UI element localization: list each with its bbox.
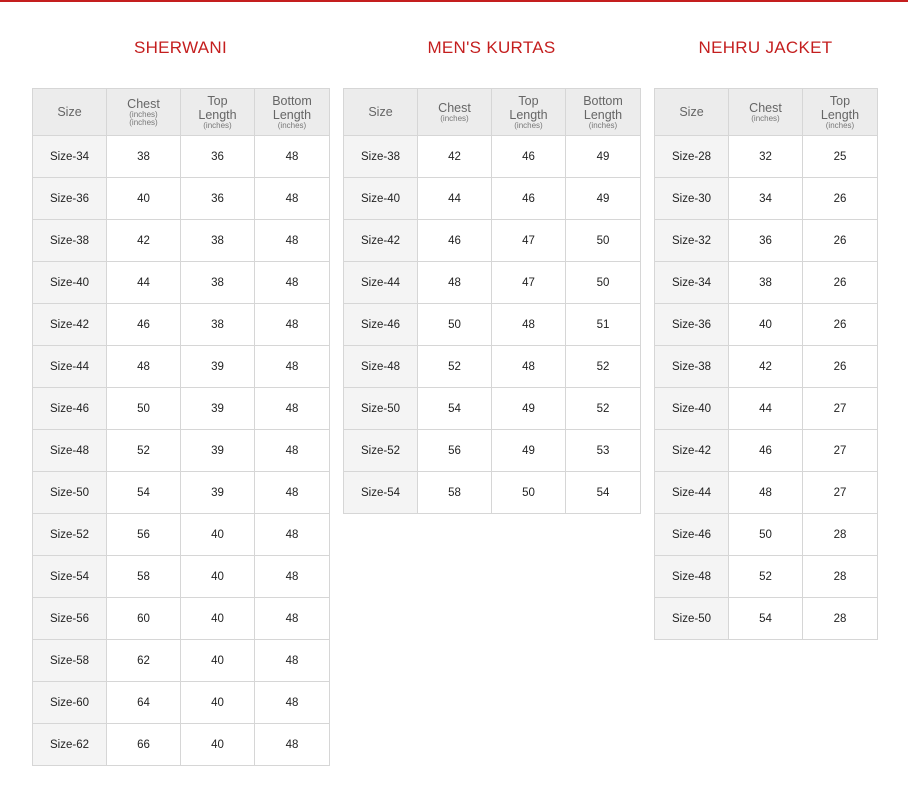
- measurement-cell: 50: [492, 472, 566, 514]
- column-header-unit: (inches): [129, 118, 158, 127]
- size-cell: Size-38: [655, 346, 729, 388]
- measurement-cell: 40: [181, 724, 255, 766]
- table-row: [655, 430, 878, 472]
- column-header-unit: (inches): [277, 121, 307, 130]
- measurement-cell: 36: [729, 220, 803, 262]
- table-row: [344, 388, 641, 430]
- size-cell: Size-34: [655, 262, 729, 304]
- measurement-cell: 54: [107, 472, 181, 514]
- size-cell: Size-34: [33, 136, 107, 178]
- measurement-cell: 48: [255, 640, 330, 682]
- size-cell: Size-44: [655, 472, 729, 514]
- measurement-cell: 48: [255, 262, 330, 304]
- size-cell: Size-32: [655, 220, 729, 262]
- measurement-cell: 44: [418, 178, 492, 220]
- column-header-label: Bottom: [583, 94, 623, 108]
- measurement-cell: 48: [492, 346, 566, 388]
- table-row: [344, 472, 641, 514]
- column-header-label: Top: [829, 94, 851, 108]
- column-header: [418, 89, 492, 136]
- measurement-cell: 48: [255, 682, 330, 724]
- column-header: [655, 89, 729, 136]
- measurement-cell: 28: [803, 556, 878, 598]
- size-cell: Size-62: [33, 724, 107, 766]
- table-row: [33, 598, 330, 640]
- measurement-cell: 48: [729, 472, 803, 514]
- measurement-cell: 42: [107, 220, 181, 262]
- measurement-cell: 28: [803, 514, 878, 556]
- size-cell: Size-38: [344, 136, 418, 178]
- measurement-cell: 52: [107, 430, 181, 472]
- measurement-cell: 48: [492, 304, 566, 346]
- column-header-label: Bottom: [272, 94, 312, 108]
- table-row: [344, 136, 641, 178]
- column-header-unit: (inches): [440, 114, 469, 123]
- column-header-label: Size: [57, 105, 82, 119]
- size-cell: Size-52: [33, 514, 107, 556]
- measurement-cell: 49: [566, 178, 641, 220]
- measurement-cell: 27: [803, 430, 878, 472]
- column-header-unit: (inches): [825, 121, 855, 130]
- table-row: [655, 220, 878, 262]
- column-header: [181, 89, 255, 136]
- measurement-cell: 42: [729, 346, 803, 388]
- column-header: [803, 89, 878, 136]
- table-row: [655, 598, 878, 640]
- size-cell: Size-48: [344, 346, 418, 388]
- measurement-cell: 48: [255, 430, 330, 472]
- size-cell: Size-40: [33, 262, 107, 304]
- measurement-cell: 46: [418, 220, 492, 262]
- measurement-cell: 36: [181, 178, 255, 220]
- size-cell: Size-42: [344, 220, 418, 262]
- size-cell: Size-46: [33, 388, 107, 430]
- column-header-unit: (inches): [588, 121, 618, 130]
- table-row: [33, 178, 330, 220]
- measurement-cell: 49: [566, 136, 641, 178]
- size-cell: Size-40: [344, 178, 418, 220]
- table-row: [655, 556, 878, 598]
- table-row: [33, 346, 330, 388]
- measurement-cell: 40: [181, 598, 255, 640]
- column-header: [107, 89, 181, 136]
- measurement-cell: 54: [566, 472, 641, 514]
- column-header: [566, 89, 641, 136]
- measurement-cell: 48: [255, 514, 330, 556]
- size-cell: Size-50: [33, 472, 107, 514]
- table-row: [33, 556, 330, 598]
- measurement-cell: 53: [566, 430, 641, 472]
- measurement-cell: 52: [418, 346, 492, 388]
- size-table: [654, 88, 878, 640]
- size-cell: Size-44: [344, 262, 418, 304]
- chart-title: MEN'S KURTAS: [427, 38, 556, 57]
- measurement-cell: 38: [181, 220, 255, 262]
- measurement-cell: 50: [418, 304, 492, 346]
- table-row: [33, 682, 330, 724]
- measurement-cell: 38: [729, 262, 803, 304]
- measurement-cell: 40: [181, 556, 255, 598]
- measurement-cell: 47: [492, 262, 566, 304]
- measurement-cell: 48: [255, 472, 330, 514]
- column-header-label: Size: [368, 105, 393, 119]
- size-cell: Size-30: [655, 178, 729, 220]
- table-row: [344, 430, 641, 472]
- column-header: [729, 89, 803, 136]
- measurement-cell: 52: [566, 388, 641, 430]
- size-cell: Size-36: [33, 178, 107, 220]
- measurement-cell: 36: [181, 136, 255, 178]
- column-header-unit: (inches): [514, 121, 543, 130]
- column-header-label: Length: [272, 108, 312, 122]
- measurement-cell: 40: [181, 640, 255, 682]
- measurement-cell: 62: [107, 640, 181, 682]
- table-row: [344, 220, 641, 262]
- size-cell: Size-28: [655, 136, 729, 178]
- size-cell: Size-48: [655, 556, 729, 598]
- measurement-cell: 58: [107, 556, 181, 598]
- table-header-row: [655, 89, 878, 136]
- size-cell: Size-42: [655, 430, 729, 472]
- measurement-cell: 46: [492, 136, 566, 178]
- table-header-row: [344, 89, 641, 136]
- measurement-cell: 39: [181, 472, 255, 514]
- measurement-cell: 27: [803, 472, 878, 514]
- table-row: [33, 640, 330, 682]
- size-cell: Size-50: [344, 388, 418, 430]
- column-header-unit: (inches): [129, 110, 158, 119]
- measurement-cell: 44: [729, 388, 803, 430]
- measurement-cell: 56: [418, 430, 492, 472]
- measurement-cell: 26: [803, 304, 878, 346]
- size-cell: Size-46: [655, 514, 729, 556]
- column-header-unit: (inches): [751, 114, 780, 123]
- size-cell: Size-52: [344, 430, 418, 472]
- measurement-cell: 48: [255, 388, 330, 430]
- measurement-cell: 26: [803, 346, 878, 388]
- table-row: [33, 724, 330, 766]
- measurement-cell: 46: [107, 304, 181, 346]
- table-row: [33, 304, 330, 346]
- measurement-cell: 48: [255, 724, 330, 766]
- measurement-cell: 50: [566, 262, 641, 304]
- measurement-cell: 40: [729, 304, 803, 346]
- measurement-cell: 48: [255, 178, 330, 220]
- table-row: [33, 262, 330, 304]
- column-header-label: Length: [583, 108, 623, 122]
- table-row: [33, 220, 330, 262]
- table-row: [33, 388, 330, 430]
- column-header-label: Chest: [749, 101, 782, 115]
- measurement-cell: 40: [107, 178, 181, 220]
- measurement-cell: 48: [255, 346, 330, 388]
- measurement-cell: 64: [107, 682, 181, 724]
- measurement-cell: 34: [729, 178, 803, 220]
- column-header-label: Chest: [438, 101, 471, 115]
- measurement-cell: 38: [107, 136, 181, 178]
- measurement-cell: 48: [255, 304, 330, 346]
- size-cell: Size-38: [33, 220, 107, 262]
- chart-title: NEHRU JACKET: [698, 38, 833, 57]
- measurement-cell: 38: [181, 304, 255, 346]
- table-row: [655, 346, 878, 388]
- size-cell: Size-58: [33, 640, 107, 682]
- measurement-cell: 42: [418, 136, 492, 178]
- size-cell: Size-54: [33, 556, 107, 598]
- table-row: [344, 346, 641, 388]
- measurement-cell: 54: [729, 598, 803, 640]
- size-cell: Size-36: [655, 304, 729, 346]
- measurement-cell: 50: [107, 388, 181, 430]
- column-header: [255, 89, 330, 136]
- column-header-label: Top: [518, 94, 539, 108]
- measurement-cell: 32: [729, 136, 803, 178]
- measurement-cell: 50: [729, 514, 803, 556]
- measurement-cell: 26: [803, 178, 878, 220]
- column-header: [33, 89, 107, 136]
- size-cell: Size-44: [33, 346, 107, 388]
- measurement-cell: 60: [107, 598, 181, 640]
- table-header-row: [33, 89, 330, 136]
- measurement-cell: 49: [492, 388, 566, 430]
- table-row: [655, 514, 878, 556]
- column-header-label: Length: [198, 108, 237, 122]
- table-row: [33, 430, 330, 472]
- size-cell: Size-54: [344, 472, 418, 514]
- measurement-cell: 46: [492, 178, 566, 220]
- size-table: [343, 88, 641, 514]
- table-row: [655, 178, 878, 220]
- measurement-cell: 52: [566, 346, 641, 388]
- table-row: [655, 388, 878, 430]
- measurement-cell: 46: [729, 430, 803, 472]
- column-header-label: Top: [207, 94, 228, 108]
- measurement-cell: 27: [803, 388, 878, 430]
- table-row: [33, 514, 330, 556]
- measurement-cell: 54: [418, 388, 492, 430]
- measurement-cell: 40: [181, 514, 255, 556]
- measurement-cell: 39: [181, 346, 255, 388]
- measurement-cell: 47: [492, 220, 566, 262]
- measurement-cell: 48: [255, 220, 330, 262]
- measurement-cell: 50: [566, 220, 641, 262]
- column-header-label: Length: [509, 108, 548, 122]
- top-accent-line: [0, 0, 908, 2]
- measurement-cell: 39: [181, 388, 255, 430]
- measurement-cell: 25: [803, 136, 878, 178]
- size-cell: Size-50: [655, 598, 729, 640]
- table-row: [33, 136, 330, 178]
- table-row: [655, 472, 878, 514]
- size-cell: Size-42: [33, 304, 107, 346]
- measurement-cell: 26: [803, 220, 878, 262]
- column-header-label: Length: [820, 108, 860, 122]
- table-row: [655, 136, 878, 178]
- measurement-cell: 58: [418, 472, 492, 514]
- measurement-cell: 48: [107, 346, 181, 388]
- measurement-cell: 51: [566, 304, 641, 346]
- measurement-cell: 48: [255, 598, 330, 640]
- table-row: [344, 304, 641, 346]
- size-cell: Size-56: [33, 598, 107, 640]
- measurement-cell: 40: [181, 682, 255, 724]
- size-cell: Size-46: [344, 304, 418, 346]
- table-row: [655, 304, 878, 346]
- column-header-unit: (inches): [203, 121, 232, 130]
- size-cell: Size-48: [33, 430, 107, 472]
- measurement-cell: 39: [181, 430, 255, 472]
- chart-title: SHERWANI: [133, 38, 228, 57]
- table-row: [655, 262, 878, 304]
- size-cell: Size-40: [655, 388, 729, 430]
- measurement-cell: 38: [181, 262, 255, 304]
- column-header: [344, 89, 418, 136]
- measurement-cell: 49: [492, 430, 566, 472]
- measurement-cell: 48: [418, 262, 492, 304]
- column-header-label: Size: [679, 105, 704, 119]
- measurement-cell: 28: [803, 598, 878, 640]
- measurement-cell: 52: [729, 556, 803, 598]
- measurement-cell: 44: [107, 262, 181, 304]
- measurement-cell: 66: [107, 724, 181, 766]
- measurement-cell: 56: [107, 514, 181, 556]
- measurement-cell: 48: [255, 136, 330, 178]
- size-cell: Size-60: [33, 682, 107, 724]
- column-header-label: Chest: [127, 97, 160, 111]
- table-row: [33, 472, 330, 514]
- measurement-cell: 48: [255, 556, 330, 598]
- table-row: [344, 262, 641, 304]
- column-header: [492, 89, 566, 136]
- table-row: [344, 178, 641, 220]
- size-table: [32, 88, 330, 766]
- measurement-cell: 26: [803, 262, 878, 304]
